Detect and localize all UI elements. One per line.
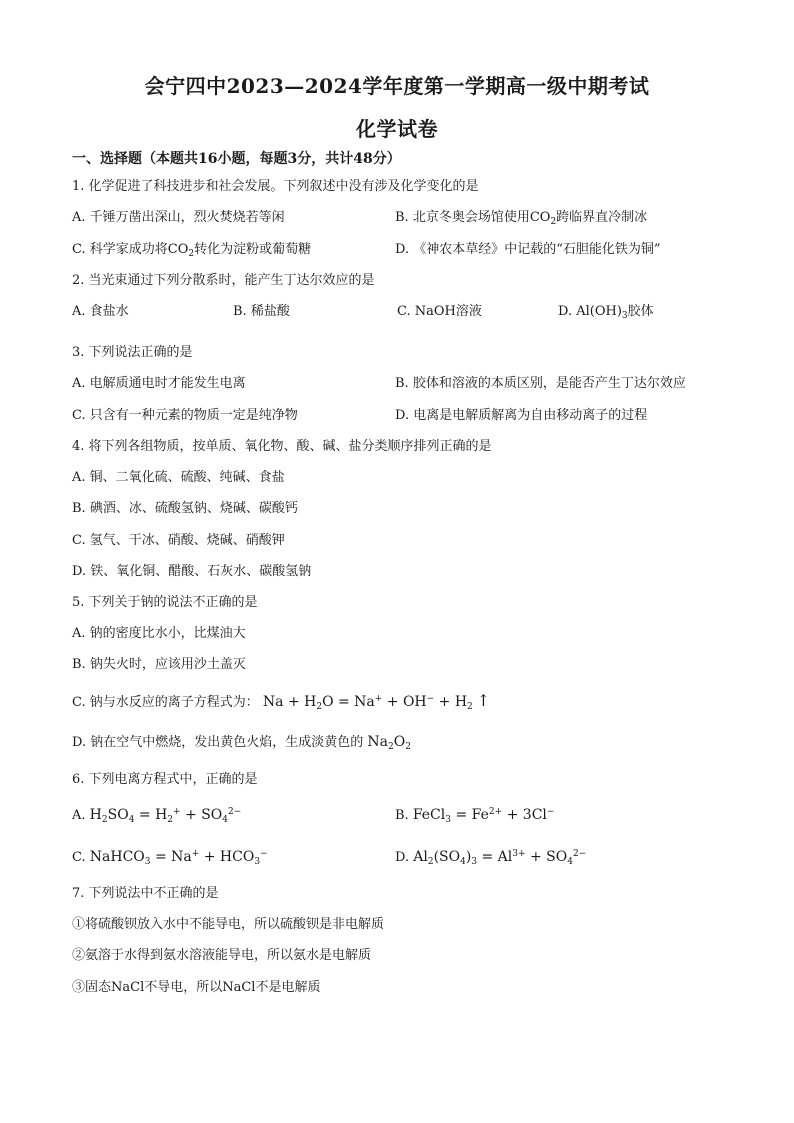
question-4-stem: 4. 将下列各组物质，按单质、氧化物、酸、碱、盐分类顺序排列正确的是 (72, 439, 492, 454)
question-5-option-c: C. 钠与水反应的离子方程式为： $Na + H_2O = Na^+ + OH^- + H_2$ ↑ (72, 691, 491, 712)
question-3-option-a: A. 电解质通电时才能发生电离 (72, 376, 246, 391)
question-3-options-row-2 (72, 407, 722, 425)
question-3-option-d: D. 电离是电解质解离为自由移动离子的过程 (395, 408, 648, 423)
question-6-options-row-2 (72, 848, 722, 872)
question-6-option-c: C. NaHCO$_3$ = $Na^+ + HCO_3^-$ (72, 849, 268, 867)
question-4-option-d: D. 铁、氧化铜、醋酸、石灰水、碳酸氢钠 (72, 564, 312, 579)
question-2-option-d: D. $Al(OH)_3$胶体 (558, 304, 654, 321)
question-1-option-d: D. 《神农本草经》中记载的“石胆能化铁为铜” (395, 242, 661, 257)
question-3-option-c: C. 只含有一种元素的物质一定是纯净物 (72, 408, 298, 423)
question-6-option-d: D. $Al_2(SO_4)_3 = Al^{3+} + SO_4^{2-}$ (395, 849, 587, 867)
question-5-stem: 5. 下列关于钠的说法不正确的是 (72, 595, 258, 610)
question-6-option-b: B. FeCl$_3$ = $Fe^{2+} + 3Cl^-$ (395, 807, 555, 825)
question-1-option-c: C. 科学家成功将$CO_2$转化为淀粉或葡萄糖 (72, 242, 312, 259)
question-3-option-b: B. 胶体和溶液的本质区别，是能否产生丁达尔效应 (395, 376, 686, 391)
question-1-stem: 1. 化学促进了科技进步和社会发展。下列叙述中没有涉及化学变化的是 (72, 179, 479, 194)
question-3-options-row-1 (72, 375, 722, 393)
question-5-option-a: A. 钠的密度比水小，比煤油大 (72, 626, 246, 641)
question-5-option-d: D. 钠在空气中燃烧，发出黄色火焰，生成淡黄色的 $Na_2O_2$ (72, 734, 411, 752)
question-6-options-row-1 (72, 806, 722, 830)
arrow-up-icon: ↑ (476, 691, 491, 710)
sodium-water-equation: $Na + H_2O = Na^+ + OH^- + H_2$ ↑ (262, 691, 491, 712)
question-1-option-b: B. 北京冬奥会场馆使用$CO_2$跨临界直冷制冰 (395, 210, 648, 227)
question-5-option-b: B. 钠失火时，应该用沙土盖灭 (72, 657, 246, 672)
question-2-options-row (72, 303, 722, 321)
question-1-options-row-2 (72, 241, 722, 259)
question-7-statement-1: ①将硫酸钡放入水中不能导电，所以硫酸钡是非电解质 (72, 917, 385, 932)
question-4-option-a: A. 铜、二氧化硫、硫酸、纯碱、食盐 (72, 470, 285, 485)
question-2-option-b: B. 稀盐酸 (233, 304, 290, 319)
question-7-statement-2: ②氨溶于水得到氨水溶液能导电，所以氨水是电解质 (72, 948, 372, 963)
question-2-option-a: A. 食盐水 (72, 304, 129, 319)
page-subtitle: 化学试卷 (356, 117, 438, 141)
question-4-option-b: B. 碘酒、冰、硫酸氢钠、烧碱、碳酸钙 (72, 501, 298, 516)
question-1-option-a: A. 千锤万凿出深山，烈火焚烧若等闲 (72, 210, 285, 225)
question-7-stem: 7. 下列说法中不正确的是 (72, 886, 219, 901)
section-heading: 一、选择题（本题共16小题，每题3分，共计48分） (72, 151, 401, 167)
question-2-option-c: C. NaOH溶液 (397, 304, 482, 319)
question-7-statement-3: ③固态NaCl不导电，所以NaCl不是电解质 (72, 980, 321, 995)
question-3-stem: 3. 下列说法正确的是 (72, 345, 193, 360)
page-title: 会宁四中2023—2024学年度第一学期高一级中期考试 (144, 74, 650, 98)
question-1-options-row-1 (72, 209, 722, 227)
question-2-stem: 2. 当光束通过下列分散系时，能产生丁达尔效应的是 (72, 273, 375, 288)
question-4-option-c: C. 氢气、干冰、硝酸、烧碱、硝酸钾 (72, 533, 285, 548)
sodium-peroxide-formula: $Na_2O_2$ (367, 734, 411, 752)
question-6-option-a: A. $H_2SO_4 = H_2^+ + SO_4^{2-}$ (72, 807, 242, 825)
question-6-stem: 6. 下列电离方程式中，正确的是 (72, 772, 258, 787)
